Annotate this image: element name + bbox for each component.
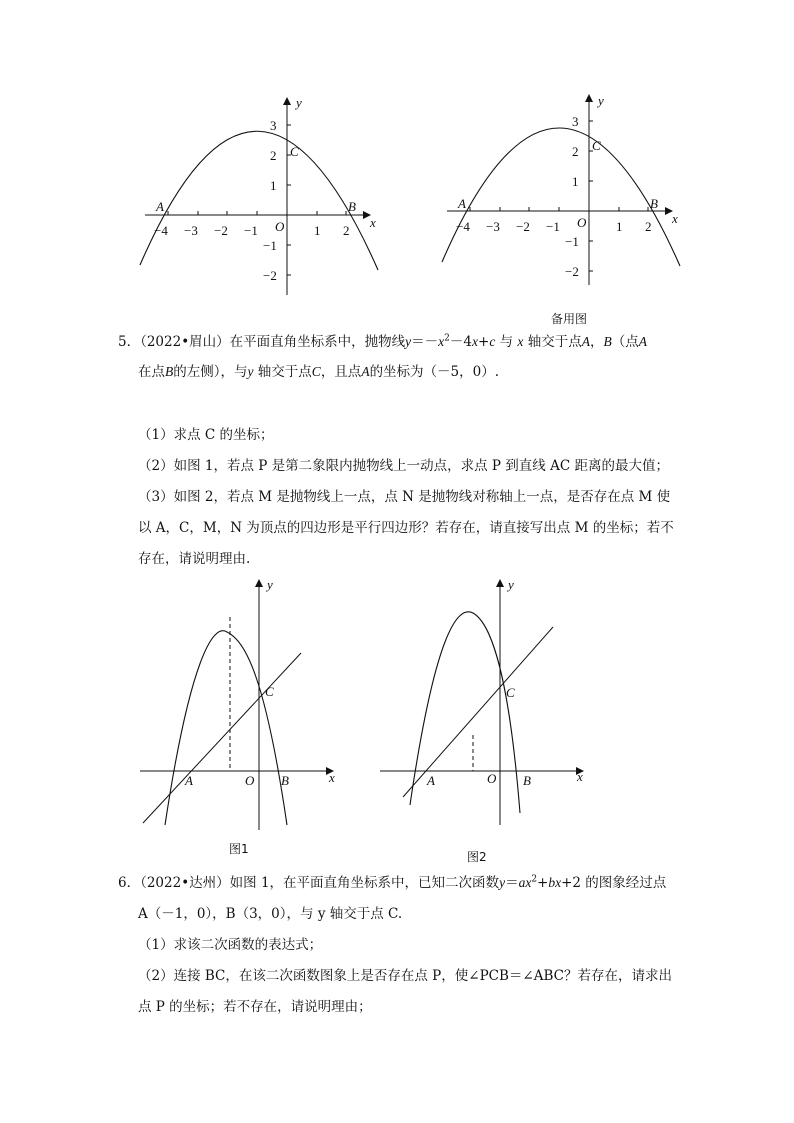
figure-2-graph bbox=[375, 575, 590, 830]
x-tick: 1 bbox=[616, 219, 623, 234]
x-tick: −4 bbox=[456, 219, 470, 234]
origin-label: O bbox=[245, 773, 255, 788]
y-axis-label: y bbox=[598, 93, 604, 108]
x-axis-label: x bbox=[370, 215, 376, 230]
x-tick: −3 bbox=[184, 223, 198, 238]
y-tick: −2 bbox=[565, 264, 579, 279]
y-tick: 1 bbox=[270, 178, 277, 193]
y-axis-label: y bbox=[508, 577, 514, 592]
point-b-label: B bbox=[281, 773, 289, 788]
figure-1-caption: 图1 bbox=[229, 842, 249, 856]
y-tick: 3 bbox=[572, 114, 579, 129]
y-tick: −1 bbox=[565, 234, 579, 249]
x-tick: −1 bbox=[546, 219, 560, 234]
y-tick: 3 bbox=[270, 118, 277, 133]
question-6-stem-line2: A（－1，0），B（3，0），与 y 轴交于点 C. bbox=[138, 906, 403, 922]
point-c-label: C bbox=[592, 138, 601, 153]
question-5-part-1: （1）求点 C 的坐标； bbox=[138, 427, 274, 443]
y-tick: 2 bbox=[270, 148, 277, 163]
figure-2-caption: 图2 bbox=[467, 850, 487, 864]
x-tick: −2 bbox=[516, 219, 530, 234]
point-c-label: C bbox=[506, 685, 515, 700]
parabola-graph-top-left bbox=[130, 90, 390, 305]
y-tick: 1 bbox=[572, 174, 579, 189]
point-a-label: A bbox=[156, 199, 164, 214]
y-tick: 2 bbox=[572, 144, 579, 159]
x-axis-label: x bbox=[329, 770, 335, 785]
x-tick: 2 bbox=[645, 219, 652, 234]
question-6-part-2-line2: 点 P 的坐标；若不存在，请说明理由； bbox=[138, 999, 372, 1015]
x-tick: 2 bbox=[343, 223, 350, 238]
point-b-label: B bbox=[348, 199, 356, 214]
x-axis-label: x bbox=[577, 769, 583, 784]
parabola-graph-top-right bbox=[432, 90, 692, 290]
point-a-label: A bbox=[427, 773, 435, 788]
parabola-curve bbox=[165, 631, 287, 825]
x-tick: −2 bbox=[214, 223, 228, 238]
line-ac bbox=[143, 653, 301, 823]
question-5-part-3-line1: （3）如图 2，若点 M 是抛物线上一点，点 N 是抛物线对称轴上一点，是否存在点 M 使 bbox=[138, 489, 671, 505]
origin-label: O bbox=[275, 219, 285, 234]
question-5-stem-line2: 在点B的左侧），与y 轴交于点C，且点A的坐标为（－5，0）. bbox=[138, 364, 500, 380]
question-6-part-1: （1）求该二次函数的表达式； bbox=[138, 937, 323, 953]
x-tick: −3 bbox=[486, 219, 500, 234]
x-axis-label: x bbox=[672, 211, 678, 226]
y-axis-label: y bbox=[296, 95, 302, 110]
y-tick: −1 bbox=[263, 238, 277, 253]
question-6-stem: 6．（2022•达州）如图 1，在平面直角坐标系中，已知二次函数$y=ax^2+bx+2$ 的图象经过点 bbox=[118, 874, 667, 891]
origin-label: O bbox=[487, 771, 497, 786]
x-tick: 1 bbox=[314, 223, 321, 238]
point-b-label: B bbox=[650, 196, 658, 211]
x-tick: −4 bbox=[154, 223, 168, 238]
point-a-label: A bbox=[458, 196, 466, 211]
question-5-part-3-line2: 以 A，C，M，N 为顶点的四边形是平行四边形？若存在，请直接写出点 M 的坐标；若不 bbox=[138, 520, 674, 536]
origin-label: O bbox=[577, 215, 587, 230]
question-6-part-2-line1: （2）连接 BC，在该二次函数图象上是否存在点 P，使∠PCB＝∠ABC？若存在，请求出 bbox=[138, 968, 672, 984]
x-tick: −1 bbox=[244, 223, 258, 238]
figure-caption-backup: 备用图 bbox=[551, 312, 588, 326]
parabola-curve bbox=[442, 128, 680, 266]
point-a-label: A bbox=[185, 773, 193, 788]
point-b-label: B bbox=[523, 773, 531, 788]
point-c-label: C bbox=[265, 684, 274, 699]
figure-1-graph bbox=[135, 575, 345, 830]
question-5-part-2: （2）如图 1，若点 P 是第二象限内抛物线上一动点，求点 P 到直线 AC 距离的最大值； bbox=[138, 458, 669, 474]
y-tick: −2 bbox=[263, 268, 277, 283]
y-axis-label: y bbox=[267, 577, 273, 592]
point-c-label: C bbox=[290, 144, 299, 159]
question-5-part-3-line3: 存在，请说明理由. bbox=[138, 551, 251, 567]
question-5-stem: 5．（2022•眉山）在平面直角坐标系中，抛物线$y=-x^2-4x+c$ 与 x 轴交于点A，B（点A bbox=[118, 333, 647, 350]
parabola-curve bbox=[140, 131, 378, 270]
